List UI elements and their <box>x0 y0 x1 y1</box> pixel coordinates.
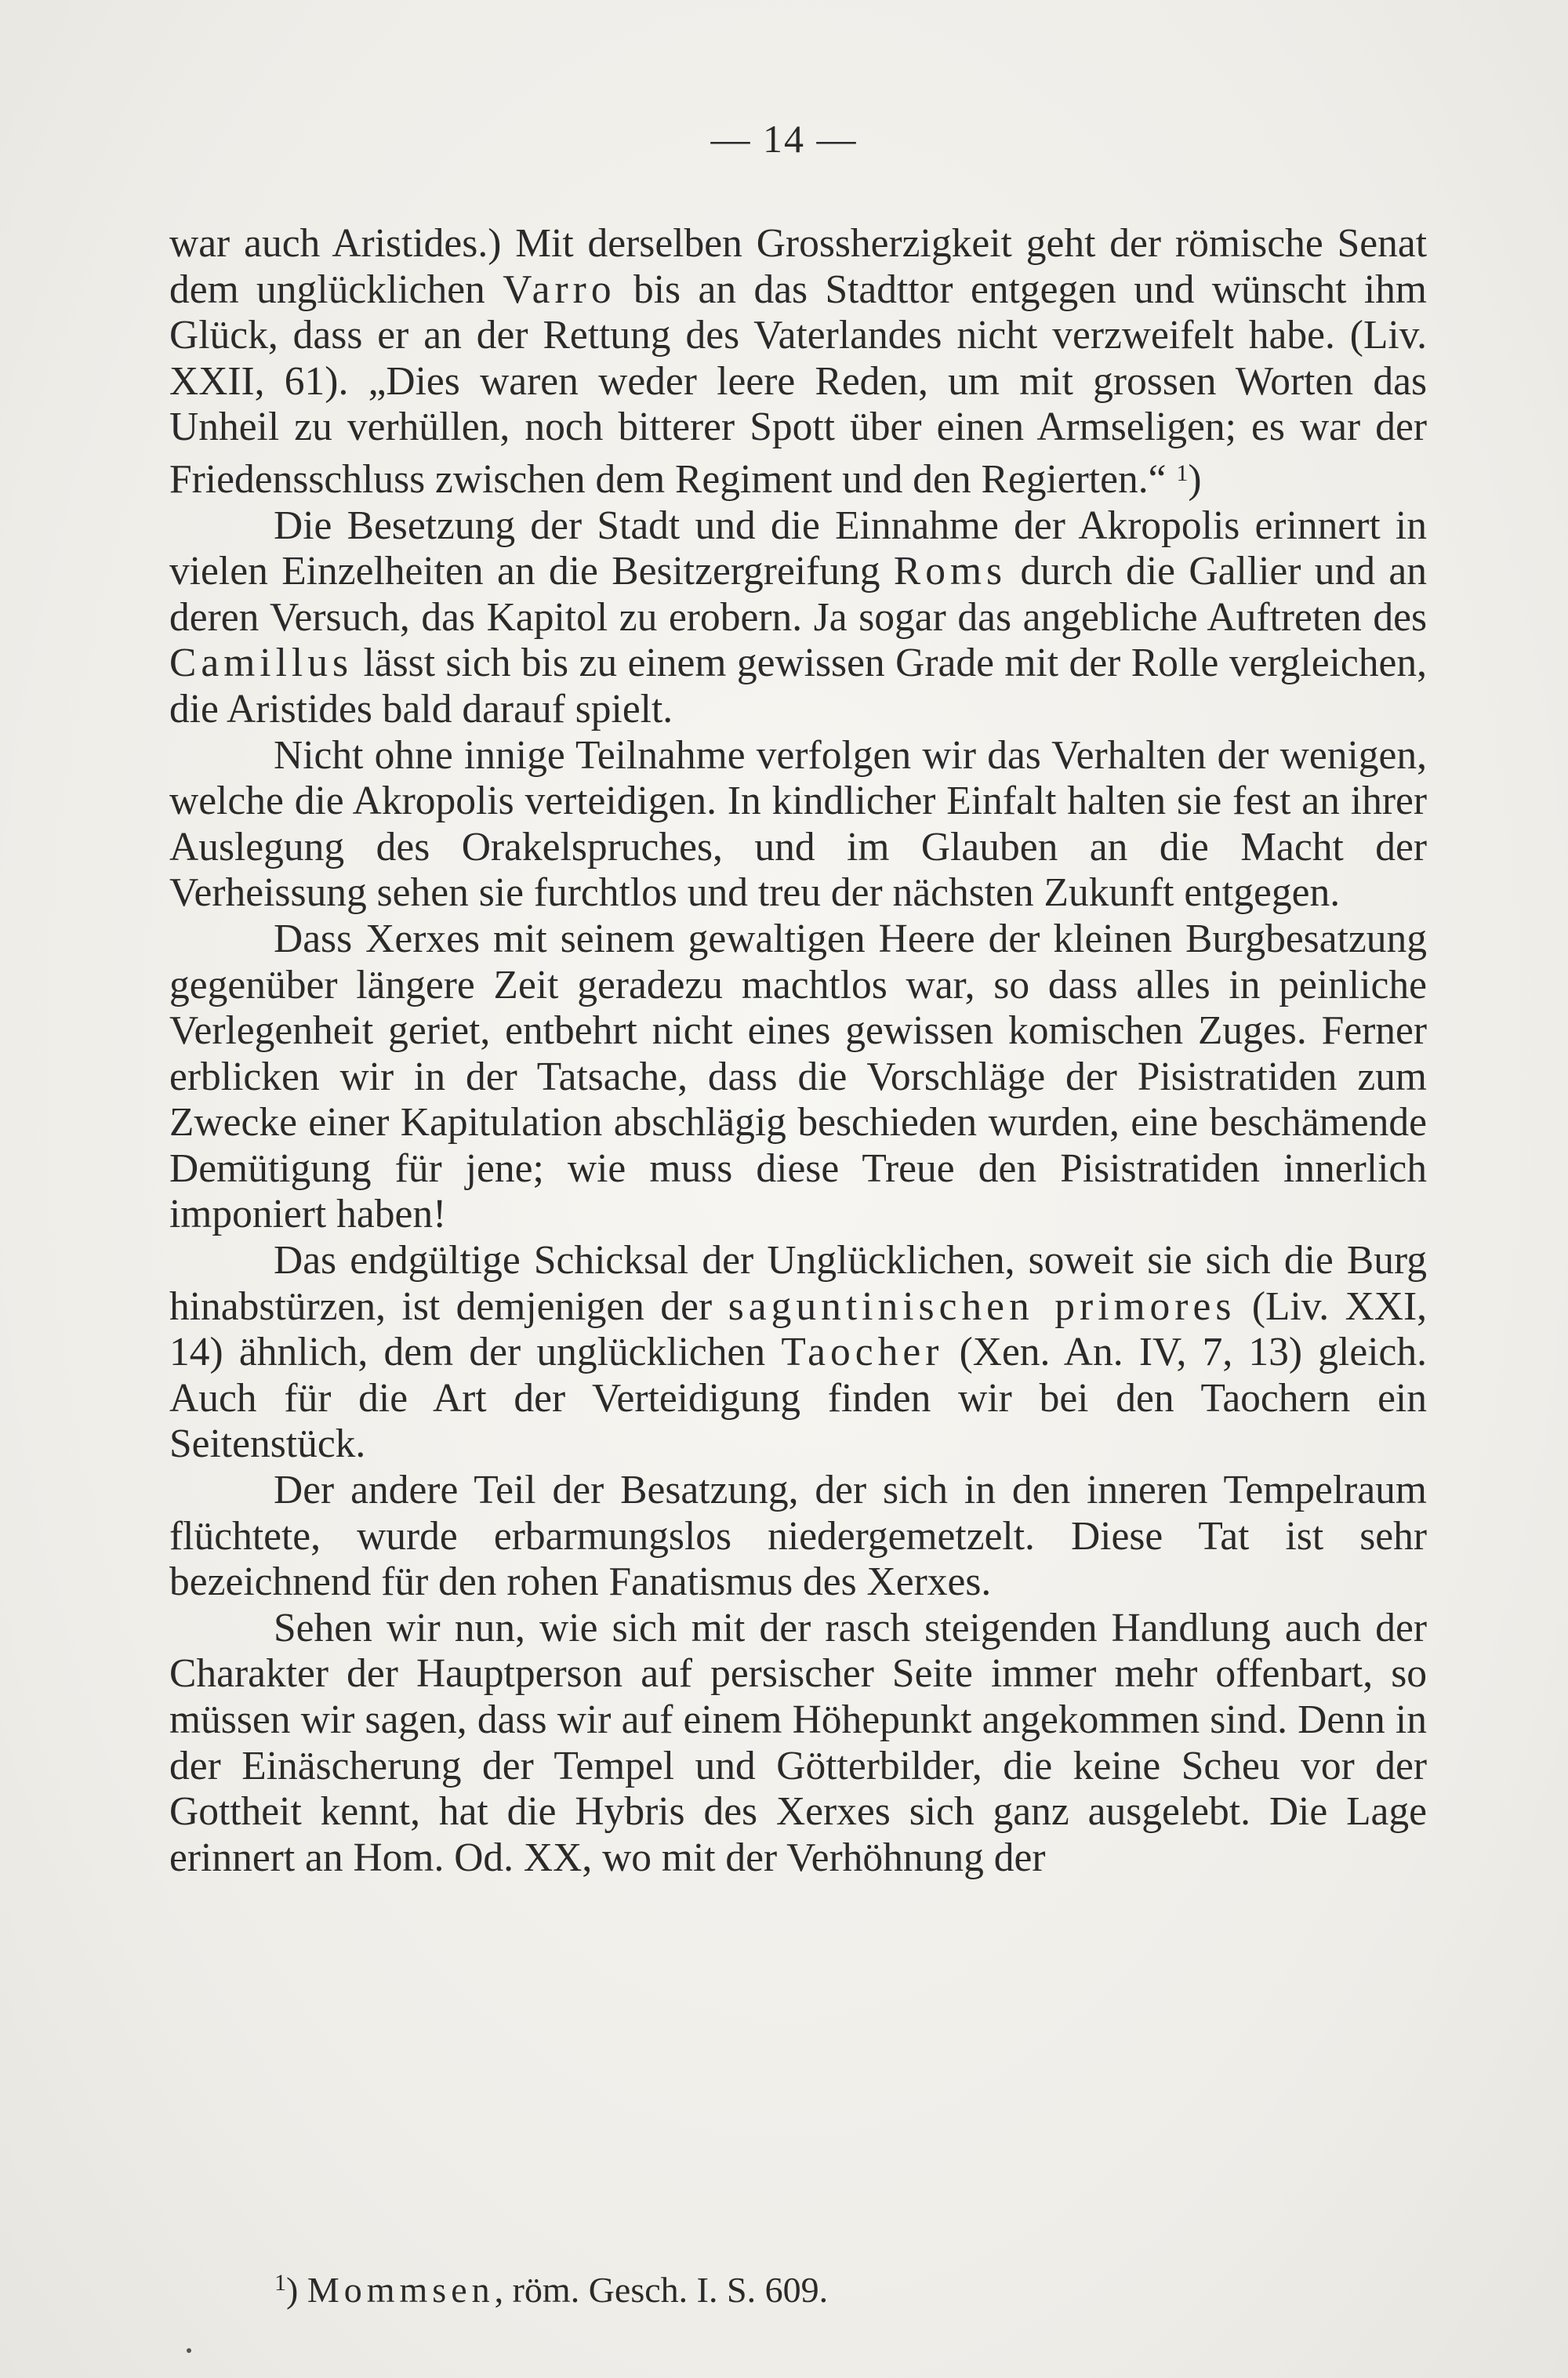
spaced-name: saguntinischen primores <box>728 1283 1236 1329</box>
footnote-author: Mommsen <box>307 2270 495 2310</box>
spaced-name: Camillus <box>169 641 353 686</box>
paragraph <box>169 1606 1427 1882</box>
text-run: Sehen wir nun, wie sich mit der rasch steigenden Handlung auch der Charakter der Hauptperson auf persischer Seite immer mehr offenbart, so müssen wir sagen, dass wir auf einem Höhepunkt angekommen sind. Denn in der Einäscherung der Tempel und Götterbilder, die keine Scheu vor der Gottheit kennt, hat die Hybris des Xerxes sich ganz ausgelebt. Die Lage erinnert an Hom. Od. XX, wo mit der Verhöhnung der <box>169 1605 1427 1880</box>
body-text <box>169 221 1427 1881</box>
text-run: lässt sich bis zu einem gewissen Grade mit der Rolle vergleichen, die Aristides bald darauf spielt. <box>169 641 1427 732</box>
footnote-citation: , röm. Gesch. I. S. 609. <box>494 2270 829 2310</box>
spaced-name: Roms <box>893 549 1007 594</box>
text-run: bis an das Stadttor entgegen und wünscht ihm Glück, dass er an der Rettung des Vaterlandes nicht verzweifelt habe. (Liv. XXII, 61). „Dies waren weder leere Reden, um mit grossen Worten das Unheil zu verhüllen, noch bitterer Spott über einen Armseligen; es war der Friedensschluss zwischen dem Regiment und den Regierten.“ <box>169 267 1427 502</box>
page-number: — 14 — <box>710 117 858 161</box>
text-run: durch die Gallier und an deren Versuch, das Kapitol zu erobern. Ja sogar das angebliche Auftreten des <box>169 549 1427 640</box>
text-run: war auch Aristides.) Mit derselben Grossherzigkeit geht der römische Senat dem unglücklichen <box>169 221 1427 312</box>
paragraph <box>169 503 1427 733</box>
text-run: ) <box>1188 456 1202 502</box>
paragraph <box>169 733 1427 917</box>
spaced-name: Taocher <box>781 1330 944 1375</box>
footnote <box>274 2262 1427 2311</box>
text-run: Das endgültige Schicksal der Unglücklichen, soweit sie sich die Burg hinabstürzen, ist demjenigen der <box>169 1238 1427 1329</box>
paragraph <box>169 917 1427 1238</box>
spaced-name: Varro <box>503 267 616 312</box>
paragraph <box>169 1468 1427 1606</box>
text-run: Nicht ohne innige Teilnahme verfolgen wir das Verhalten der wenigen, welche die Akropolis verteidigen. In kindlicher Einfalt halten sie fest an ihrer Auslegung des Orakelspruches, und im Glauben an die Macht der Verheissung sehen sie furchtlos und treu der nächsten Zukunft entgegen. <box>169 732 1427 916</box>
text-run: Dass Xerxes mit seinem gewaltigen Heere der kleinen Burgbesatzung gegenüber längere Zeit geradezu machtlos war, so dass alles in peinliche Verlegenheit geriet, entbehrt nicht eines gewissen komischen Zuges. Ferner erblicken wir in der Tatsache, dass die Vorschläge der Pisistratiden zum Zwecke einer Kapitulation abschlägig beschieden wurden, eine beschämende Demütigung für jene; wie muss diese Treue den Pisistratiden innerlich imponiert haben! <box>169 916 1427 1237</box>
text-run: (Liv. XXI, 14) ähnlich, dem der unglücklichen <box>169 1283 1427 1375</box>
print-speck <box>187 2348 191 2353</box>
footnote-paren: ) <box>286 2270 299 2310</box>
text-run: Der andere Teil der Besatzung, der sich in den inneren Tempelraum flüchtete, wurde erbarmungslos niedergemetzelt. Diese Tat ist sehr bezeichnend für den rohen Fanatismus des Xerxes. <box>169 1468 1427 1605</box>
text-run: (Xen. An. IV, 7, 13) gleich. Auch für die Art der Verteidigung finden wir bei den Taochern ein Seitenstück. <box>169 1330 1427 1467</box>
paragraph <box>169 221 1427 503</box>
paragraph <box>169 1238 1427 1468</box>
footnote-mark: 1 <box>274 2270 286 2296</box>
footnote-reference: 1 <box>1176 459 1189 486</box>
text-run: Die Besetzung der Stadt und die Einnahme der Akropolis erinnert in vielen Einzelheiten an die Besitzergreifung <box>169 503 1427 594</box>
